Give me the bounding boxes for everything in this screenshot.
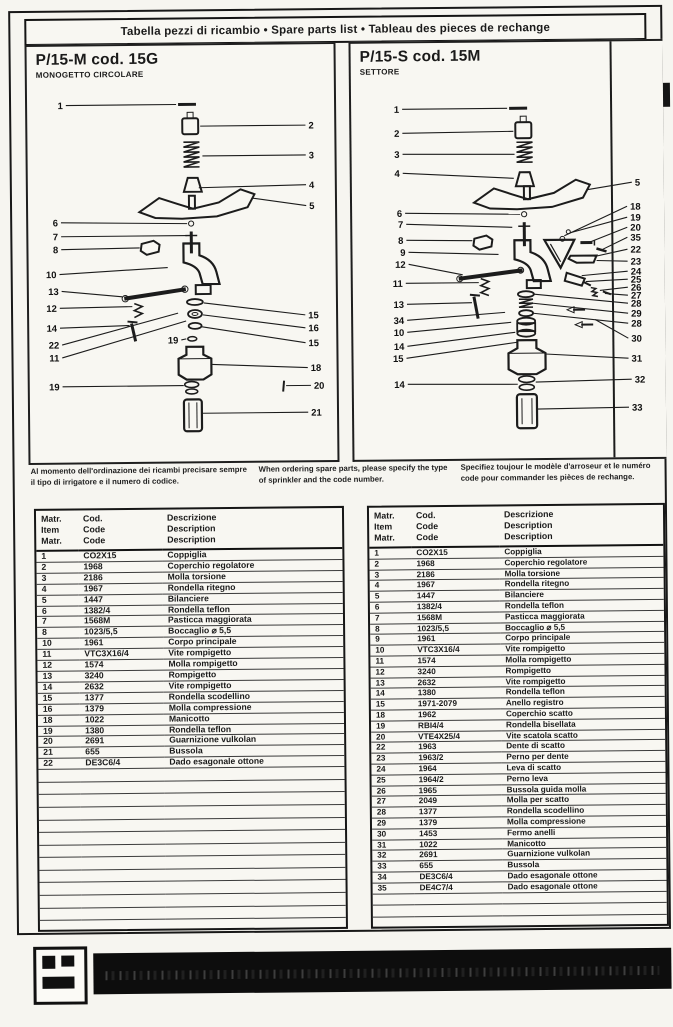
part-torsion-spring bbox=[183, 142, 199, 167]
callout-number: 35 bbox=[630, 233, 641, 244]
part-jet-breaker-arm bbox=[457, 267, 524, 282]
table-row: 22 DE3C6/4 Dado esagonale ottone bbox=[38, 756, 344, 770]
table-row: 3 2186 Molla torsione bbox=[37, 570, 343, 584]
callout-leader-line bbox=[582, 271, 628, 275]
callout-number: 19 bbox=[168, 334, 179, 345]
table-row: 4 1967 Rondella ritegno bbox=[370, 578, 664, 592]
table-row: 10 VTC3X16/4 Vite rompigetto bbox=[370, 643, 664, 657]
callout-number: 3 bbox=[394, 150, 399, 161]
table-row: 20 VTE4X25/4 Vite scatola scatto bbox=[371, 729, 665, 743]
callout-number: 15 bbox=[393, 354, 404, 365]
table-row: 8 1023/5,5 Boccaglio ⌀ 5,5 bbox=[370, 621, 664, 635]
ordering-note-italian: Al momento dell'ordinazione dei ricambi precisare sempre il tipo di irrigatore e il numero di codice. bbox=[31, 465, 249, 489]
callout-leader-line bbox=[61, 236, 187, 237]
parts-table bbox=[369, 505, 667, 929]
column-header: Matr. Item Matr. bbox=[36, 510, 78, 550]
callout-number: 11 bbox=[49, 352, 59, 363]
part-nozzle bbox=[473, 235, 492, 249]
table-row: 2 1968 Coperchio regolatore bbox=[36, 559, 342, 573]
table-row: 16 1379 Molla compressione bbox=[38, 701, 344, 715]
callout-number: 15 bbox=[308, 309, 319, 320]
table-row: 13 3240 Rompigetto bbox=[37, 668, 343, 682]
callout-number: 18 bbox=[311, 362, 322, 373]
callout-leader-line bbox=[200, 125, 305, 126]
callout-leader-line bbox=[61, 248, 139, 250]
callout-number: 14 bbox=[46, 323, 57, 334]
callout-number: 9 bbox=[400, 248, 405, 259]
callout-leader-line bbox=[545, 353, 628, 359]
callout-leader-line bbox=[408, 383, 518, 385]
table-row: 1 CO2X15 Coppiglia bbox=[36, 548, 342, 562]
table-row: 5 1447 Bilanciere bbox=[370, 589, 664, 603]
table-row: 29 1379 Molla compressione bbox=[372, 815, 666, 829]
table-header-row bbox=[36, 508, 342, 551]
table-header-row bbox=[369, 505, 663, 548]
callout-leader-line bbox=[60, 326, 130, 329]
callout-leader-line bbox=[253, 198, 307, 206]
panel-p15s bbox=[348, 39, 666, 462]
table-row: 35 DE4C7/4 Dado esagonale ottone bbox=[373, 880, 667, 894]
table-row: 18 1962 Coperchio scatto bbox=[371, 707, 665, 721]
table-row: 12 1574 Molla rompigetto bbox=[37, 658, 343, 672]
part-nozzle bbox=[141, 241, 160, 255]
part-small-spring bbox=[481, 279, 489, 296]
callout-leader-line bbox=[407, 332, 515, 346]
table-row: 6 1382/4 Rondella teflon bbox=[37, 603, 343, 617]
callout-leader-line bbox=[181, 339, 186, 340]
table-row: 28 1377 Rondella scodellino bbox=[372, 804, 666, 818]
part-register-ring bbox=[517, 318, 535, 337]
part-trip-tooth-lever bbox=[569, 255, 597, 262]
callout-number: 28 bbox=[631, 319, 642, 330]
exploded-diagram-p15m bbox=[27, 44, 338, 463]
table-row: 23 1963/2 Perno per dente bbox=[371, 751, 665, 765]
part-small-spring bbox=[134, 304, 142, 318]
table-row: 3 2186 Molla torsione bbox=[370, 567, 664, 581]
callout-leader-line bbox=[60, 307, 133, 309]
callout-number: 1 bbox=[394, 105, 400, 116]
part-pin bbox=[522, 212, 527, 217]
part-teflon-washers bbox=[185, 381, 199, 394]
empty-table-row bbox=[40, 905, 346, 921]
callout-number: 6 bbox=[397, 209, 402, 220]
part-rocker-arm bbox=[474, 180, 590, 210]
parts-table-p15m bbox=[34, 506, 348, 932]
part-compression-spring bbox=[519, 299, 533, 307]
callout-leader-line bbox=[407, 303, 472, 305]
callout-leader-line bbox=[402, 131, 513, 133]
callout-leader-line bbox=[59, 268, 167, 275]
part-washer bbox=[189, 323, 202, 329]
callout-number: 5 bbox=[309, 200, 314, 211]
callout-number: 5 bbox=[635, 178, 641, 189]
table-row: 18 1022 Manicotto bbox=[38, 712, 344, 726]
callout-number: 33 bbox=[632, 403, 643, 414]
callout-number: 7 bbox=[53, 231, 58, 242]
page-title: Tabella pezzi di ricambio • Spare parts list • Tableau des pieces de rechange bbox=[121, 21, 551, 37]
column-header: Descrizione Description Description bbox=[162, 508, 342, 550]
callout-number: 20 bbox=[314, 380, 325, 391]
callout-number: 28 bbox=[631, 299, 642, 310]
callout-number: 7 bbox=[398, 220, 403, 231]
part-trip-cover bbox=[544, 240, 574, 268]
callout-number: 32 bbox=[635, 375, 646, 386]
callout-number: 25 bbox=[631, 275, 642, 286]
callout-leader-line bbox=[602, 237, 627, 249]
part-pin bbox=[189, 221, 194, 226]
part-washer bbox=[519, 310, 533, 316]
callout-number: 2 bbox=[394, 129, 399, 140]
table-row: 14 2632 Vite rompigetto bbox=[38, 679, 344, 693]
callout-number: 27 bbox=[631, 291, 642, 302]
part-washer bbox=[187, 299, 203, 305]
callout-number: 29 bbox=[631, 309, 642, 320]
table-row: 14 1380 Rondella teflon bbox=[371, 686, 665, 700]
empty-table-row bbox=[373, 914, 667, 928]
part-spring-washer bbox=[188, 310, 202, 318]
part-main-body bbox=[514, 240, 550, 288]
part-jet-breaker-arm bbox=[122, 286, 188, 302]
callout-leader-line bbox=[407, 322, 511, 332]
table-row: 31 1022 Manicotto bbox=[372, 837, 666, 851]
table-row: 11 VTC3X16/4 Vite rompigetto bbox=[37, 647, 343, 661]
table-row: 5 1447 Bilanciere bbox=[37, 592, 343, 606]
table-row: 19 RBI4/4 Rondella bisellata bbox=[371, 718, 665, 732]
table-row: 1 CO2X15 Coppiglia bbox=[369, 545, 663, 559]
part-stop-screw bbox=[596, 248, 606, 251]
part-bushing bbox=[517, 394, 537, 428]
callout-leader-line bbox=[595, 319, 628, 338]
part-sleeve bbox=[178, 347, 211, 380]
callout-leader-line bbox=[66, 104, 176, 105]
callout-leader-line bbox=[203, 412, 308, 413]
ordering-note-english: When ordering spare parts, please specify the type of sprinkler and the code number. bbox=[259, 463, 457, 487]
callout-number: 12 bbox=[46, 303, 57, 314]
callout-number: 1 bbox=[58, 100, 63, 111]
callout-leader-line bbox=[62, 291, 123, 298]
table-row: 4 1967 Rondella ritegno bbox=[37, 581, 343, 595]
table-row: 30 1453 Fermo anelli bbox=[372, 826, 666, 840]
column-header: Cod. Code Code bbox=[78, 510, 162, 551]
callout-leader-line bbox=[409, 264, 463, 276]
part-gasket-rings bbox=[519, 376, 535, 390]
panel-p15m bbox=[24, 42, 339, 465]
logo-mark-bar bbox=[42, 977, 74, 989]
callout-leader-line bbox=[202, 155, 305, 156]
callout-number: 10 bbox=[394, 328, 405, 339]
callout-leader-line bbox=[597, 260, 628, 261]
table-row: 34 DE3C6/4 Dado esagonale ottone bbox=[372, 869, 666, 883]
callout-leader-line bbox=[406, 223, 512, 228]
callout-number: 21 bbox=[311, 407, 322, 418]
diagram-parts bbox=[120, 103, 284, 431]
table-row: 8 1023/5,5 Boccaglio ⌀ 5,5 bbox=[37, 625, 343, 639]
table-row: 7 1568M Pasticca maggiorata bbox=[37, 614, 343, 628]
table-row: 20 2691 Guarnizione vulkolan bbox=[38, 734, 344, 748]
callout-number: 22 bbox=[630, 245, 641, 256]
model-subtitle-p15m: MONOGETTO CIRCOLARE bbox=[36, 70, 144, 80]
panel-inner-border bbox=[610, 41, 614, 457]
part-teflon-ring bbox=[188, 337, 197, 341]
callout-leader-line bbox=[61, 222, 187, 225]
callout-leader-line bbox=[537, 407, 629, 409]
model-subtitle-p15s: SETTORE bbox=[360, 67, 400, 76]
table-row: 32 2691 Guarnizione vulkolan bbox=[372, 848, 666, 862]
parts-table bbox=[36, 508, 346, 921]
part-regulator-cap bbox=[182, 112, 198, 134]
table-row: 15 1377 Rondella scodellino bbox=[38, 690, 344, 704]
table-row: 7 1568M Pasticca maggiorata bbox=[370, 610, 664, 624]
callout-number: 6 bbox=[53, 217, 58, 228]
part-bushing bbox=[184, 399, 202, 431]
model-title-p15m: P/15-M cod. 15G bbox=[36, 51, 159, 70]
table-row: 9 1961 Corpo principale bbox=[370, 632, 664, 646]
callout-leader-line bbox=[586, 279, 628, 281]
callout-number: 31 bbox=[631, 354, 642, 365]
table-row: 33 655 Bussola bbox=[372, 858, 666, 872]
callout-leader-line bbox=[403, 153, 515, 155]
callout-number: 14 bbox=[394, 342, 405, 353]
logo-mark-square-left bbox=[42, 956, 55, 969]
callout-leader-line bbox=[204, 302, 305, 316]
brand-logo bbox=[33, 946, 88, 1005]
callout-leader-line bbox=[402, 108, 507, 109]
callout-number: 13 bbox=[48, 286, 59, 297]
callout-number: 20 bbox=[630, 223, 641, 234]
part-shaft bbox=[518, 222, 530, 246]
callout-number: 16 bbox=[308, 322, 319, 333]
part-retainer-washer bbox=[516, 172, 534, 186]
callout-number: 13 bbox=[393, 300, 404, 311]
callout-leader-line bbox=[403, 172, 514, 179]
parts-table-p15s bbox=[367, 503, 669, 929]
callout-number: 14 bbox=[394, 380, 405, 391]
table-row: 22 1963 Dente di scatto bbox=[371, 740, 665, 754]
callout-leader-line bbox=[212, 364, 307, 369]
table-row: 10 1961 Corpo principale bbox=[37, 636, 343, 650]
table-row: 2 1968 Coperchio regolatore bbox=[369, 556, 663, 570]
callout-number: 15 bbox=[308, 337, 319, 348]
callout-number: 19 bbox=[49, 381, 60, 392]
logo-mark-square-right bbox=[61, 956, 74, 967]
table-row: 26 1965 Bussola guida molla bbox=[372, 783, 666, 797]
part-rocker-arm bbox=[139, 189, 255, 219]
callout-number: 2 bbox=[308, 120, 313, 131]
callout-leader-line bbox=[203, 314, 305, 329]
callout-number: 19 bbox=[630, 213, 641, 224]
callout-number: 23 bbox=[631, 257, 642, 268]
callout-number: 18 bbox=[630, 202, 641, 213]
callout-number: 10 bbox=[46, 269, 57, 280]
table-row: 25 1964/2 Perno leva bbox=[372, 772, 666, 786]
table-row: 27 2049 Molla per scatto bbox=[372, 794, 666, 808]
callout-number: 12 bbox=[395, 260, 406, 271]
callout-leader-line bbox=[406, 240, 472, 242]
table-row: 24 1964 Leva di scatto bbox=[371, 761, 665, 775]
footer-black-strip bbox=[93, 948, 671, 995]
callout-number: 4 bbox=[309, 179, 315, 190]
part-trip-spring bbox=[591, 287, 611, 296]
part-retainer-washer bbox=[184, 178, 202, 192]
column-header: Descrizione Description Description bbox=[499, 505, 663, 547]
footer-strip-noise bbox=[105, 966, 660, 980]
table-row: 11 1574 Molla rompigetto bbox=[370, 653, 664, 667]
callout-number: 26 bbox=[631, 283, 642, 294]
part-trip-lever-fork bbox=[565, 273, 591, 286]
callout-leader-line bbox=[202, 326, 305, 344]
part-gasket-pin bbox=[283, 381, 284, 392]
part-washer bbox=[518, 291, 534, 297]
callout-number: 3 bbox=[309, 149, 314, 160]
part-main-body bbox=[183, 243, 219, 294]
callout-leader-line bbox=[199, 185, 306, 188]
callout-number: 11 bbox=[393, 279, 404, 290]
callout-number: 8 bbox=[398, 236, 403, 247]
table-row: 12 3240 Rompigetto bbox=[370, 664, 664, 678]
callout-number: 24 bbox=[631, 267, 642, 278]
table-row: 15 1971-2079 Anello registro bbox=[371, 697, 665, 711]
callout-leader-line bbox=[406, 283, 479, 284]
table-row: 19 1380 Rondella teflon bbox=[38, 723, 344, 737]
callout-number: 30 bbox=[631, 334, 642, 345]
callout-leader-line bbox=[405, 212, 520, 215]
part-regulator-cap bbox=[515, 116, 531, 138]
table-row: 6 1382/4 Rondella teflon bbox=[370, 599, 664, 613]
diagram-parts bbox=[454, 41, 614, 458]
column-header: Cod. Code Code bbox=[411, 506, 499, 547]
column-header: Matr. Item Matr. bbox=[369, 507, 411, 547]
callout-number: 4 bbox=[394, 169, 400, 180]
callout-leader-line bbox=[63, 386, 184, 387]
callout-number: 8 bbox=[53, 244, 58, 255]
callout-leader-line bbox=[407, 312, 505, 320]
table-row: 13 2632 Vite rompigetto bbox=[371, 675, 665, 689]
part-sleeve bbox=[508, 340, 545, 374]
callout-number: 34 bbox=[394, 316, 405, 327]
callout-number: 22 bbox=[49, 340, 60, 351]
callout-leader-line bbox=[536, 379, 632, 382]
ordering-note-french: Specifiez toujour le modèle d'arroseur et le numéro code pour commander les pièces de rechange. bbox=[461, 461, 666, 485]
exploded-diagram-p15s bbox=[350, 41, 666, 460]
part-torsion-spring bbox=[516, 142, 532, 162]
table-row: 21 655 Bussola bbox=[38, 745, 344, 759]
model-title-p15s: P/15-S cod. 15M bbox=[360, 48, 481, 67]
callout-leader-line bbox=[408, 251, 498, 255]
callout-leader-line bbox=[588, 182, 632, 189]
